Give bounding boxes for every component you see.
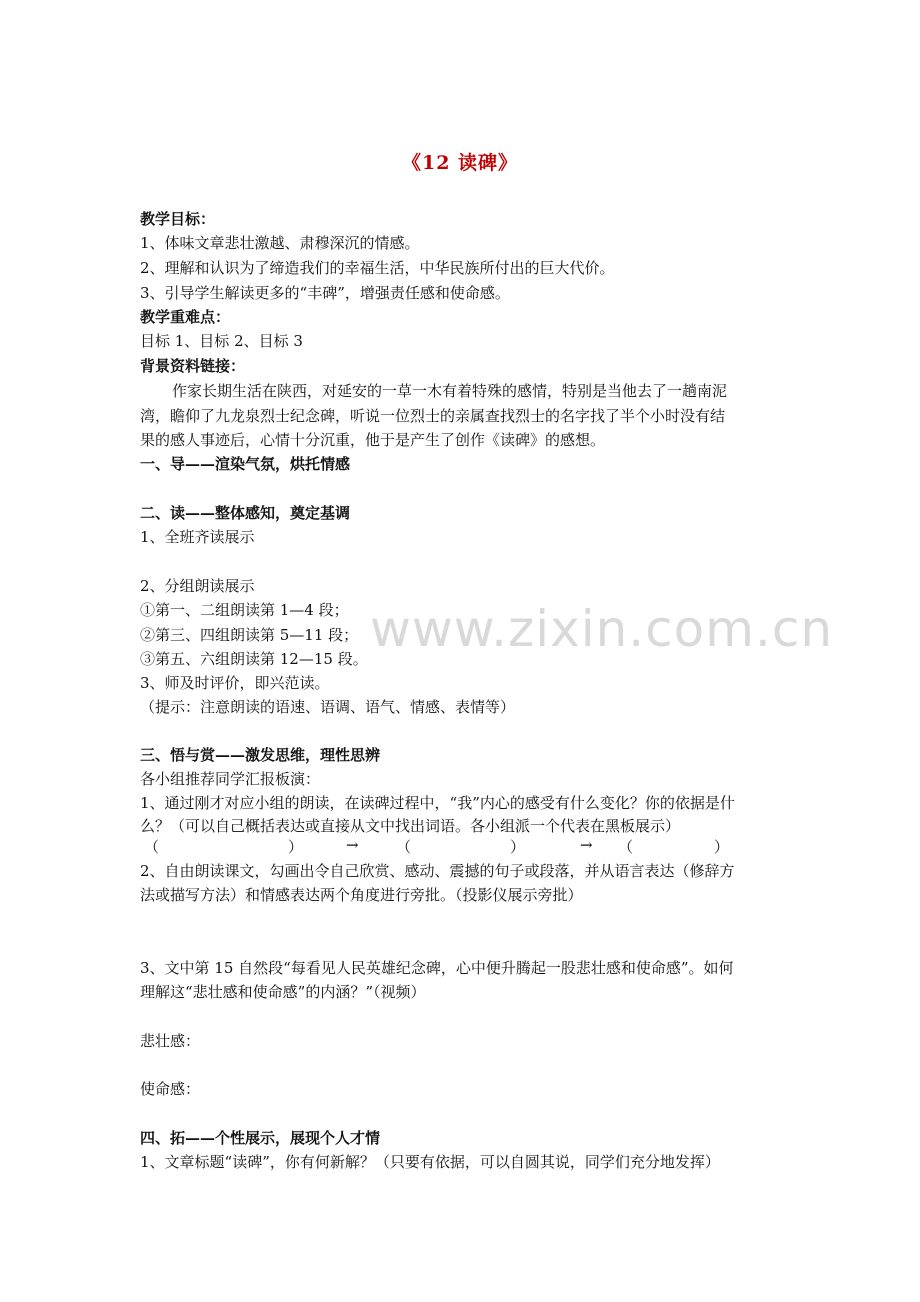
blank-2-open: （ xyxy=(396,838,412,856)
section-3-intro: 各小组推荐同学汇报板演： xyxy=(140,770,321,788)
arrow-icon: → xyxy=(580,836,593,854)
background-line-2: 湾，瞻仰了九龙泉烈士纪念碑，听说一位烈士的亲属查找烈士的名字找了半个小时没有结 xyxy=(140,407,726,425)
tragic-feeling-label: 悲壮感： xyxy=(140,1032,201,1050)
section-4-heading: 四、拓——个性展示，展现个人才情 xyxy=(140,1129,381,1147)
section-2-item-3: 3、师及时评价，即兴范读。 xyxy=(140,674,330,692)
blank-1-open: （ xyxy=(144,838,160,856)
group-read-3: ③第五、六组朗读第 12—15 段。 xyxy=(140,650,368,668)
section-1-heading: 一、导——渲染气氛，烘托情感 xyxy=(140,455,351,473)
section-4-item-1: 1、文章标题“读碑”，你有何新解？（只要有依据，可以自圆其说，同学们充分地发挥） xyxy=(140,1153,720,1171)
goal-3: 3、引导学生解读更多的“丰碑”，增强责任感和使命感。 xyxy=(140,284,510,302)
background-line-3: 果的感人事迹后，心情十分沉重，他于是产生了创作《读碑》的感想。 xyxy=(140,431,606,449)
background-line-1: 作家长期生活在陕西，对延安的一草一木有着特殊的感情，特别是当他去了一趟南泥 xyxy=(172,382,728,400)
section-2-item-1: 1、全班齐读展示 xyxy=(140,528,255,546)
blank-1-close: ） xyxy=(288,838,304,856)
reading-tip: （提示：注意朗读的语速、语调、语气、情感、表情等） xyxy=(140,698,516,716)
section-3-q3-line-1: 3、文中第 15 自然段“每看见人民英雄纪念碑，心中便升腾起一股悲壮感和使命感”。如何 xyxy=(140,959,734,977)
section-3-heading: 三、悟与赏——激发思维，理性思辨 xyxy=(140,746,381,764)
section-3-q1-line-2: 么？（可以自己概括表达或直接从文中找出词语。各小组派一个代表在黑板展示） xyxy=(140,817,681,835)
goal-1: 1、体味文章悲壮激越、肃穆深沉的情感。 xyxy=(140,234,420,252)
group-read-1: ①第一、二组朗读第 1—4 段； xyxy=(140,601,349,619)
section-3-q1-line-1: 1、通过刚才对应小组的朗读，在读碑过程中，“我”内心的感受有什么变化？你的依据是什 xyxy=(140,794,735,812)
section-3-q2-line-2: 法或描写方法）和情感表达两个角度进行旁批。（投影仪展示旁批） xyxy=(140,886,583,904)
key-points-text: 目标 1、目标 2、目标 3 xyxy=(140,332,303,350)
section-2-heading: 二、读——整体感知，奠定基调 xyxy=(140,504,351,522)
goal-2: 2、理解和认识为了缔造我们的幸福生活，中华民族所付出的巨大代价。 xyxy=(140,259,615,277)
page-title: 《12 读碑》 xyxy=(401,152,519,174)
section-3-q3-line-2: 理解这“悲壮感和使命感”的内涵？”（视频） xyxy=(140,983,426,1001)
section-2-item-2: 2、分组朗读展示 xyxy=(140,577,255,595)
heading-background: 背景资料链接： xyxy=(140,357,246,375)
watermark: www.zixin.com.cn xyxy=(370,600,834,658)
blank-2-close: ） xyxy=(510,838,526,856)
mission-feeling-label: 使命感： xyxy=(140,1080,201,1098)
arrow-icon: → xyxy=(346,836,359,854)
blank-3-close: ） xyxy=(714,838,730,856)
heading-key-points: 教学重难点： xyxy=(140,308,231,326)
feeling-change-blanks xyxy=(140,836,780,858)
blank-3-open: （ xyxy=(618,838,634,856)
heading-teaching-goals: 教学目标： xyxy=(140,210,216,228)
section-3-q2-line-1: 2、自由朗读课文，勾画出令自己欣赏、感动、震撼的句子或段落，并从语言表达（修辞方 xyxy=(140,862,735,880)
group-read-2: ②第三、四组朗读第 5—11 段； xyxy=(140,626,359,644)
